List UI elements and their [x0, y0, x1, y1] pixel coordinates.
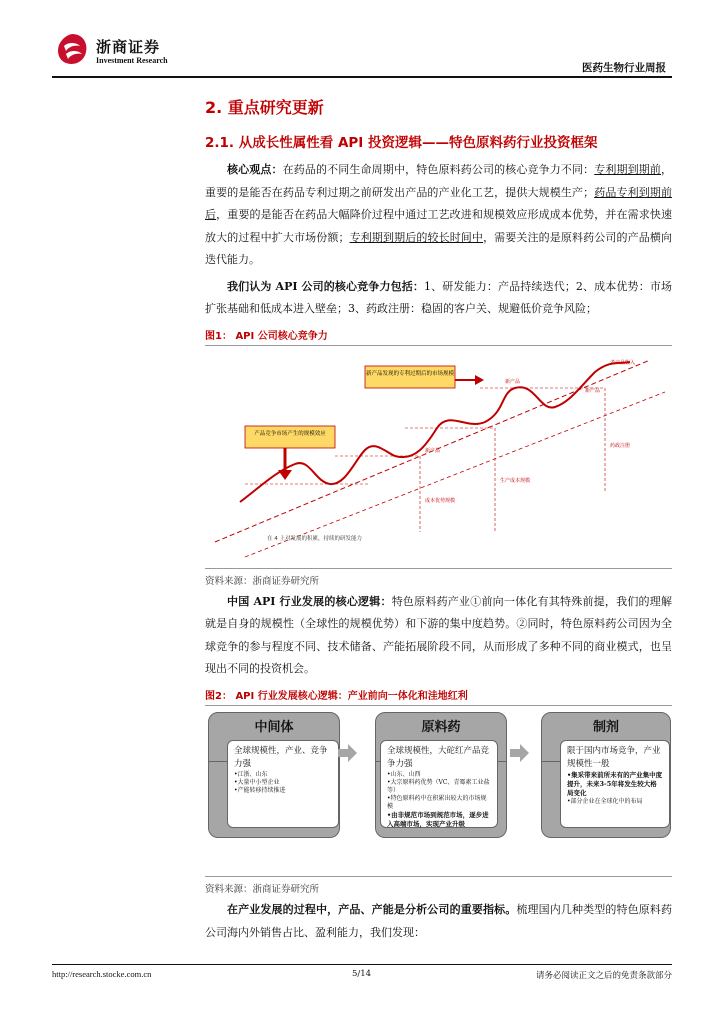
report-title: 医药生物行业周报 [582, 62, 666, 74]
box-detail-line: •大量中小型企业 [234, 779, 280, 786]
logo-chinese-name: 浙商证券 [96, 38, 161, 56]
figure-2-caption: 图2： API 行业发展核心逻辑：产业前向一体化和洼地红利 [205, 687, 672, 706]
body-text: 梳理国内几种类型的特色原料药公司海内外销售占比、盈利能力，我们发现： [205, 903, 673, 939]
box-body [375, 746, 507, 838]
lead-text: 核心观点： [227, 163, 283, 176]
figure-2-source: 资料来源：浙商证券研究所 [205, 876, 672, 895]
box-detail-line: •山东、山西 [387, 771, 421, 778]
chevron-right-icon [508, 742, 530, 764]
body-text: 1、研发能力：产品持续迭代；2、成本优势：市场扩张基础和低成本进入壁垒；3、药政注册：稳固的客户关、规避低价竞争风险； [205, 279, 672, 315]
lead-text: 中国 API 行业发展的核心逻辑： [227, 594, 392, 608]
box-detail-heading: 全球规模性，大砣红产品竞争力强 [387, 746, 490, 769]
label-new-product: 新产品 [505, 378, 521, 385]
box-body [208, 746, 340, 838]
body-text: ，重要的是能否在药品大幅降价过程中通过工艺改进和规模效应形成成本优势，并在需求快速放大的过程中扩大市场份额； [205, 208, 672, 244]
arrow-right-icon [475, 375, 484, 385]
label-product-new: 新产品 [585, 387, 601, 394]
box-detail-line: •产能转移持续推进 [234, 787, 286, 794]
header-divider [52, 76, 672, 78]
paragraph-industry-logic [205, 591, 672, 681]
page-header [52, 28, 672, 78]
box-detail [227, 740, 339, 828]
label-old-revenue: 老产品收入 [610, 359, 636, 366]
callout-b-text: 新产品发现的专利过期后的市场规模 [365, 370, 455, 377]
box-intermediate [208, 712, 340, 838]
label-old-product: 新产品 [425, 447, 441, 454]
page-number: 5/14 [352, 969, 372, 979]
box-detail [380, 740, 498, 828]
label-cost-volume: 成本优势规模 [425, 497, 456, 504]
chevron-right-icon [336, 742, 358, 764]
box-title: 制剂 [541, 712, 671, 762]
box-detail-bold: •由非规范市场到规范市场，逐步进入高端市场，实现产业升级 [387, 811, 489, 828]
callout-box-b [365, 366, 455, 388]
box-formulation [541, 712, 671, 838]
box-detail [560, 740, 670, 828]
body-text: 在药品的不同生命周期中，特色原料药公司的核心竞争力不同： [282, 163, 595, 176]
callout-box-a [245, 426, 335, 448]
footer-divider [52, 964, 672, 965]
figure-1-diagram [205, 352, 672, 562]
box-detail-line: •部分企业在全球化中的布局 [567, 798, 643, 805]
body-text: 特色原料药产业①前向一体化有其特殊前提，我们的理解就是自身的规模性（全球性的规模优势）和下游的集中度趋势。②同时，特色原料药公司因为全球竞争的参与程度不同、技术储备、产能拓展阶段不同，从而形成了多种不同的商业模式，也呈现出不同的投资机会。 [205, 594, 672, 675]
arrow-down-icon [278, 470, 292, 480]
lead-text: 在产业发展的过程中，产品、产能是分析公司的重要指标。 [227, 903, 517, 916]
trend-line-lower [245, 392, 665, 557]
footer-url[interactable]: http://research.stocke.com.cn [52, 969, 152, 979]
zheshang-logo-icon [54, 32, 90, 68]
box-detail-bold: •集采带来前所未有的产业集中度提升，未来3-5年将发生较大格局变化 [567, 771, 663, 797]
label-cost-scale: 生产成本规模 [500, 477, 531, 484]
underlined-text: 药品专利到期前后 [205, 185, 673, 221]
figure-1-caption: 图1： API 公司核心竞争力 [205, 327, 672, 346]
subsection-heading: 2.1. 从成长性属性看 API 投资逻辑——特色原料药行业投资框架 [205, 135, 598, 151]
box-detail-heading: 全球规模性，产业、竞争力强 [234, 746, 328, 769]
underlined-text: 专利期到期后的较长时间中 [349, 230, 484, 244]
underlined-text: 专利期到期前 [594, 163, 662, 176]
box-detail-heading: 限于国内市场竞争，产业规模性一般 [567, 746, 661, 769]
main-content [205, 95, 672, 706]
figure-1-source: 资料来源：浙商证券研究所 [205, 568, 672, 587]
box-detail-line: •大宗原料药优势（VC、青霉素工业盐等） [387, 779, 490, 794]
box-api [375, 712, 507, 838]
footer-disclaimer: 请务必阅读正文之后的免责条款部分 [535, 971, 672, 981]
label-regulatory: 药政注册 [610, 442, 631, 449]
box-detail-line: •特色原料药中在积累出较大的市场规模 [387, 795, 487, 810]
body-text: ，需要关注的是原料药公司的产品横向迭代能力。 [205, 230, 673, 266]
logo-english-name: Investment Research [96, 56, 168, 65]
section-heading: 2. 重点研究更新 [205, 98, 324, 117]
body-text: ，重要的是能否在药品专利过期之前研发出产品的产业化工艺，提供大规模生产； [205, 163, 673, 199]
callout-a-text: 产品竞争市场产生的规模效应 [254, 430, 326, 437]
paragraph-analysis [205, 899, 672, 944]
box-body [541, 746, 671, 838]
paragraph-core-view [205, 159, 672, 272]
box-detail-line: •江浙、山东 [234, 771, 268, 778]
paragraph-core-competence [205, 276, 672, 321]
bottom-note: 在 4 上对发展的积累，持续的研发能力 [267, 535, 362, 542]
lead-text: 我们认为 API 公司的核心竞争力包括： [227, 279, 425, 293]
figure-2-source-wrap [205, 876, 672, 944]
box-title: 中间体 [208, 712, 340, 762]
box-title: 原料药 [375, 712, 507, 762]
